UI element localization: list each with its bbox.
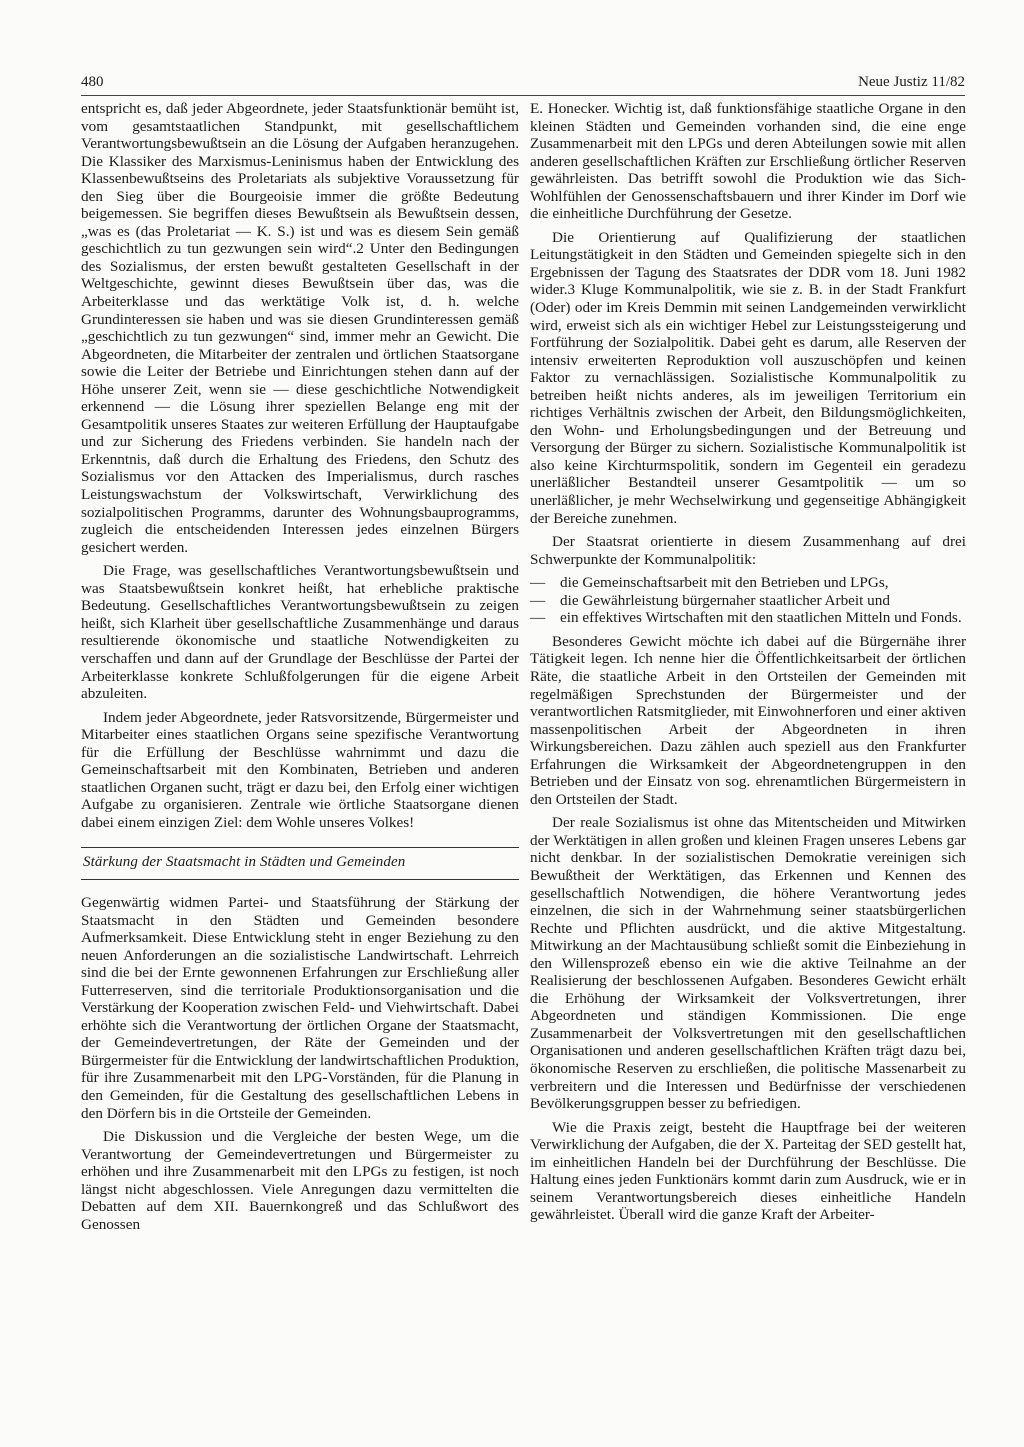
section-heading-box (81, 847, 519, 880)
left-column (81, 100, 519, 1239)
paragraph: Indem jeder Abgeordnete, jeder Ratsvorsitzende, Bürgermeister und Mitarbeiter eines staatlichen Organs seine spezifische Verantwortung für die Erfüllung der Beschlüsse wahrnimmt und dazu die Gemeinschaftsarbeit mit den Kombinaten, Betrieben und anderen staatlichen Organen sucht, trägt er dazu bei, den Erfolg einer wichtigen Aufgabe zu organisieren. Zentrale wie örtliche Staatsorgane dienen dabei einem einzigen Ziel: dem Wohle unseres Volkes! (81, 708, 519, 831)
list-item (530, 592, 966, 610)
paragraph: Gegenwärtig widmen Partei- und Staatsführung der Stärkung der Staatsmacht in den Städten und Gemeinden besondere Aufmerksamkeit. Diese Entwicklung steht in enger Beziehung zu den neuen Anforderungen an die sozialistische Landwirtschaft. Lehrreich sind die bei der Ernte gewonnenen Erfahrungen zur Erschließung aller Futterreserven, sind die territoriale Produktionsorganisation und die Verstärkung der Kooperation zwischen Feld- und Viehwirtschaft. Dabei erhöhte sich die Verantwortung der örtlichen Organe der Staatsmacht, der Gemeindevertretungen, der Räte der Gemeinden und der Bürgermeister für die Entwicklung der landwirtschaftlichen Produktion, für ihre Zusammenarbeit mit den LPG-Vorständen, für die Planung in den Gemeinden, für die Gestaltung des gesellschaftlichen Lebens in den Dörfern bis in die Ortsteile der Gemeinden. (81, 893, 519, 1122)
section-heading: Stärkung der Staatsmacht in Städten und Gemeinden (83, 854, 406, 871)
header-rule (81, 95, 965, 96)
paragraph: Die Diskussion und die Vergleiche der besten Wege, um die Verantwortung der Gemeindevertretungen und Bürgermeister zu erhöhen und ihre Zusammenarbeit mit den LPGs zu festigen, ist noch längst nicht abgeschlossen. Viele Anregungen dazu vermittelten die Debatten auf dem XII. Bauernkongreß und das Schlußwort des Genossen (81, 1128, 519, 1233)
paragraph: Besonderes Gewicht möchte ich dabei auf die Bürgernähe ihrer Tätigkeit legen. Ich nenne hier die Öffentlichkeitsarbeit der örtlichen Räte, die staatliche Arbeit in den Ortsteilen der Gemeinden mit regelmäßigen Sprechstunden der Bürgermeister und der verantwortlichen Ratsmitglieder, mit Einwohnerforen und einer aktiven massenpolitischen Arbeit der Abgeordneten in ihren Wirkungsbereichen. Dazu zählen auch speziell aus den Frankfurter Erfahrungen die Wirksamkeit der Abgeordnetengruppen in den Betrieben und der Einsatz von sog. ehrenamtlichen Bürgermeistern in den Ortsteilen der Stadt. (530, 632, 966, 808)
paragraph: Der Staatsrat orientierte in diesem Zusammenhang auf drei Schwerpunkte der Kommunalpolitik: (530, 533, 966, 568)
dash-bullet: — (530, 574, 546, 592)
dash-bullet: — (530, 609, 546, 627)
page-header (81, 74, 965, 94)
list-item-text: die Gewährleistung bürgernaher staatlicher Arbeit und (560, 591, 890, 609)
list-item (530, 609, 966, 627)
paragraph: entspricht es, daß jeder Abgeordnete, jeder Staatsfunktionär bemüht ist, vom gesamtstaatlichen Standpunkt, mit gesellschaftlichem Verantwortungsbewußtsein an die Lösung der Aufgaben heranzugehen. Die Klassiker des Marxismus-Leninismus haben der Entwicklung des Klassenbewußtseins des Proletariats als subjektive Voraussetzung für den Sieg über die Bourgeoisie immer die größte Bedeutung beigemessen. Sie begriffen dieses Bewußtsein als Bewußtsein dessen, „was es (das Proletariat — K. S.) ist und was es diesem Sein gemäß geschichtlich zu tun gezwungen sein wird“.2 Unter den Bedingungen des Sozialismus, der ersten bewußt gestalteten Gesellschaft in der Weltgeschichte, gewinnt dieses Bewußtsein über das, was die Arbeiterklasse und das werktätige Volk ist, d. h. welche Grundinteressen sie haben und was sie diesen Grundinteressen gemäß „geschichtlich zu tun gezwungen“ sind, immer mehr an Gewicht. Die Abgeordneten, die Mitarbeiter der zentralen und örtlichen Staatsorgane sowie die Leiter der Betriebe und Einrichtungen stehen dann auf der Höhe unserer Zeit, wenn sie — diese geschichtliche Notwendigkeit erkennend — die Lösung ihrer speziellen Belange eng mit der Gesamtpolitik unseres Staates zur weiteren Erfüllung der Hauptaufgabe und zur Sicherung des Friedens verbinden. Sie handeln nach der Erkenntnis, daß durch die Erhaltung des Friedens, den Schutz des Sozialismus vor den Attacken des Imperialismus, durch rasches Leistungswachstum der Volkswirtschaft, Verwirklichung des sozialpolitischen Programms, darunter des Wohnungsbauprogramms, zugleich die entscheidenden Interessen jedes einzelnen Bürgers gesichert werden. (81, 100, 519, 556)
paragraph: Die Frage, was gesellschaftliches Verantwortungsbewußtsein und was Staatsbewußtsein konkret heißt, hat erhebliche praktische Bedeutung. Gesellschaftliches Verantwortungsbewußtsein zu zeigen heißt, sich Klarheit über gesellschaftliche Zusammenhänge und daraus resultierende ökonomische und staatliche Notwendigkeiten zu verschaffen und dann auf der Grundlage der Beschlüsse der Partei der Arbeiterklasse konkrete Schlußfolgerungen für die eigene Arbeit abzuleiten. (81, 562, 519, 703)
list-item-text: ein effektives Wirtschaften mit den staatlichen Mitteln und Fonds. (560, 609, 962, 627)
paragraph: Die Orientierung auf Qualifizierung der staatlichen Leitungstätigkeit in den Städten und Gemeinden spiegelte sich in den Ergebnissen der Tagung des Staatsrates der DDR vom 18. Juni 1982 wider.3 Kluge Kommunalpolitik, wie sie z. B. in der Stadt Frankfurt (Oder) oder im Kreis Demmin mit seinen Landgemeinden verwirklicht wird, erweist sich als ein wichtiger Hebel zur Leistungssteigerung und Fortführung der Sozialpolitik. Dabei geht es darum, alle Reserven der intensiv erweiterten Reproduktion voll auszuschöpfen und keinen Faktor zu vernachlässigen. Sozialistische Kommunalpolitik zu betreiben heißt nichts anderes, als im jeweiligen Territorium ein richtiges Verhältnis zwischen der Arbeit, den Bildungsmöglichkeiten, den Wohn- und Erholungsbedingungen und der Betreuung und Versorgung der Bürger zu sichern. Sozialistische Kommunalpolitik ist also keine Kirchturmspolitik, sondern im Gegenteil ein geradezu unerläßlicher Bestandteil unserer Gesamtpolitik — um so unerläßlicher, je mehr Wechselwirkung und gegenseitige Abhängigkeit der Bereiche zunehmen. (530, 228, 966, 527)
journal-title: Neue Justiz 11/82 (858, 74, 965, 90)
page-number: 480 (81, 74, 104, 90)
bullet-list (530, 574, 966, 627)
right-column (530, 100, 966, 1230)
list-item-text: die Gemeinschaftsarbeit mit den Betrieben und LPGs, (560, 574, 889, 592)
paragraph: E. Honecker. Wichtig ist, daß funktionsfähige staatliche Organe in den kleinen Städten und Gemeinden vorhanden sind, die eine enge Zusammenarbeit mit den LPGs und deren Abteilungen sowie mit allen anderen gesellschaftlichen Kräften zur Erschließung örtlicher Reserven gewährleisten. Das betrifft sowohl die Produktion wie das Sich-Wohlfühlen der Genossenschaftsbauern und ihrer Kinder im Dorf wie die einheitliche Durchführung der Gesetze. (530, 100, 966, 223)
dash-bullet: — (530, 591, 546, 609)
paragraph: Wie die Praxis zeigt, besteht die Hauptfrage bei der weiteren Verwirklichung der Aufgaben, die der X. Parteitag der SED gestellt hat, im einheitlichen Handeln bei der Durchführung der Beschlüsse. Die Haltung eines jeden Funktionärs kommt darin zum Ausdruck, wie er in seinem Verantwortungsbereich dieses einheitliche Handeln gewährleistet. Überall wird die ganze Kraft der Arbeiter- (530, 1118, 966, 1224)
list-item (530, 574, 966, 592)
paragraph: Der reale Sozialismus ist ohne das Mitentscheiden und Mitwirken der Werktätigen in allen großen und kleinen Fragen unseres Lebens gar nicht denkbar. In der sozialistischen Demokratie vereinigen sich Bewußtheit der Werktätigen, das Erkennen und Kennen des gesellschaftlich Notwendigen, die höhere Verantwortung jedes einzelnen, die sich in der Wahrnehmung seiner staatsbürgerlichen Rechte und Pflichten ausdrückt, und die aktive Mitgestaltung. Mitwirkung an der Machtausübung schließt somit die Einbeziehung in den Willensprozeß ebenso ein wie die aktive Teilnahme an der Realisierung der beschlossenen Aufgaben. Besonderes Gewicht erhält die Erhöhung der Wirksamkeit der Volksvertretungen, ihrer Abgeordneten und ständigen Kommissionen. Die enge Zusammenarbeit der Volksvertretungen mit den gesellschaftlichen Organisationen und anderen gesellschaftlichen Kräften trägt dazu bei, ökonomische Reserven zu erschließen, die politische Massenarbeit zu verbreitern und die Interessen und Bedürfnisse der verschiedenen Bevölkerungsgruppen besser zu befriedigen. (530, 814, 966, 1113)
